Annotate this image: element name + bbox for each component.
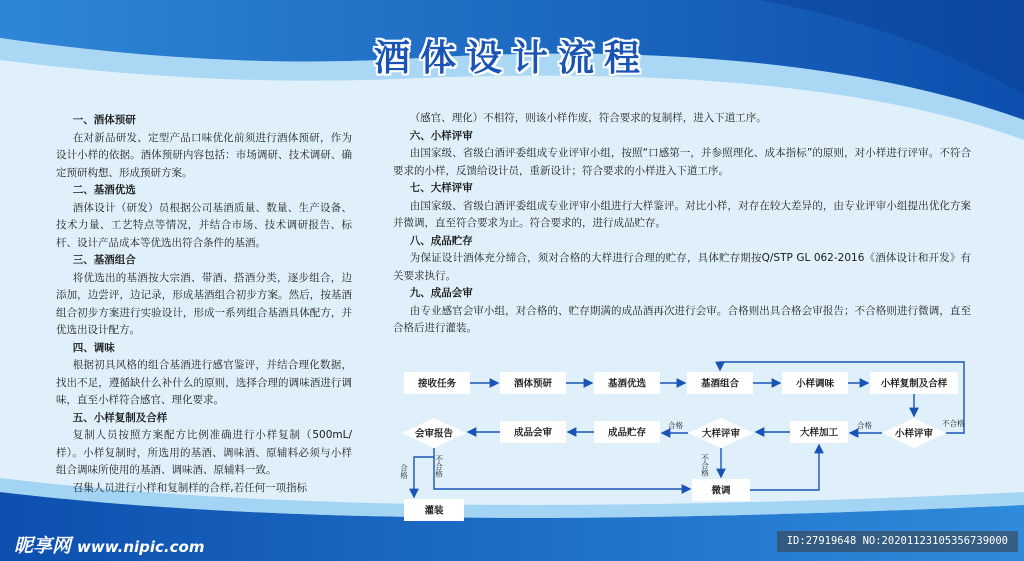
section-paragraph: 由国家级、省级白酒评委组成专业评审小组进行大样鉴评。对比小样，对存在较大差异的，由专业评审小组提出优化方案并微调，直至符合要求为止。符合要求的，进行成品贮存。 [393, 199, 971, 229]
flow-node-label: 成品会审 [513, 427, 553, 439]
section-paragraph: 复制人员按照方案配方比例准确进行小样复制（500mL/样）。小样复制时，所选用的基酒、调味酒、原辅料必须与小样组合调味所使用的基酒、调味酒、原辅料一致。 [56, 429, 352, 476]
flow-node-label: 灌装 [424, 505, 444, 517]
flow-node-label: 小样调味 [795, 378, 835, 390]
flow-node-label: 小样复制及合样 [880, 378, 948, 390]
section-heading: 二、基酒优选 [72, 184, 136, 196]
section-heading: 一、酒体预研 [72, 114, 136, 126]
flow-node-label: 会审报告 [414, 428, 454, 440]
section-paragraph: 在对新品研发、定型产品口味优化前须进行酒体预研，作为设计小样的依据。酒体预研内容包括：市场调研、技术调研、确定预研构想、形成预研方案。 [56, 131, 352, 179]
section-heading: 七、大样评审 [409, 182, 473, 194]
section-paragraph: 由专业感官会审小组，对合格的、贮存期满的成品酒再次进行会审。合格则出具合格会审报告；不合格则进行微调，直至合格后进行灌装。 [393, 304, 971, 334]
section-heading: 八、成品贮存 [409, 234, 473, 247]
section-paragraph: 由国家级、省级白酒评委组成专业评审小组，按照“口感第一，并参照理化、成本指标”的原则，对小样进行评审。不符合要求的小样，反馈给设计员，重新设计；符合要求的小样进入下道工序。 [393, 147, 971, 177]
flow-edge-label: 不合格 [700, 454, 710, 477]
flow-node-label: 小样评审 [894, 428, 934, 440]
section-paragraph: 酒体设计（研发）员根据公司基酒质量、数量、生产设备、技术力量、工艺特点等情况，并结合市场、技术调研报告、标杆、设计产品成本等优选出符合条件的基酒。 [56, 201, 352, 249]
flow-node-label: 基酒组合 [700, 378, 740, 390]
section-paragraph: 将优选出的基酒按大宗酒、带酒、搭酒分类，逐步组合，边添加，边尝评，边记录，形成基酒组合初步方案。然后，按基酒组合初步方案进行实验设计，形成一系列组合基酒具体配方，并优选出设计配方。 [56, 271, 352, 336]
flow-node-label: 接收任务 [417, 378, 457, 390]
watermark-id: ID:27919648 NO:20201123105356739000 [777, 531, 1018, 552]
page-title: 酒体设计流程 [373, 38, 650, 79]
section-heading: 三、基酒组合 [72, 254, 136, 266]
flow-node-label: 微调 [711, 485, 731, 497]
flowchart [392, 356, 982, 526]
section-heading: 九、成品会审 [409, 287, 473, 299]
flow-node-label: 大样评审 [701, 428, 741, 440]
section-heading: 六、小样评审 [409, 129, 473, 142]
section-paragraph: 召集人员进行小样和复制样的合样,若任何一项指标 [72, 481, 308, 494]
section-heading: 五、小样复制及合样 [72, 411, 168, 424]
flow-edge-label: 不合格 [942, 419, 965, 428]
section-paragraph: （感官、理化）不相符，则该小样作废，符合要求的复制样，进入下道工序。 [409, 112, 767, 124]
flow-arrow [434, 457, 690, 489]
flow-edge-label: 不合格 [434, 455, 444, 478]
flow-arrow [414, 448, 434, 497]
flow-node-label: 酒体预研 [513, 378, 553, 390]
flow-edge-label: 合格 [857, 421, 872, 430]
flow-node-label: 基酒优选 [607, 378, 647, 390]
flow-node-label: 成品贮存 [607, 427, 647, 439]
flow-edge-label: 合格 [668, 421, 683, 430]
flow-node-label: 大样加工 [799, 427, 839, 439]
flow-edge-label: 合格 [399, 464, 409, 479]
right-column [393, 110, 971, 338]
section-paragraph: 根据初具风格的组合基酒进行感官鉴评，并结合理化数据，找出不足，遵循缺什么补什么的原则，选择合理的调味酒进行调味，直至小样符合感官、理化要求。 [56, 359, 352, 406]
watermark-url: www.nipic.com [77, 538, 205, 556]
left-column [56, 112, 352, 497]
flow-arrow [750, 445, 819, 490]
watermark-logo-text: 昵享网 [14, 535, 72, 557]
section-paragraph: 为保证设计酒体充分缔合，须对合格的大样进行合理的贮存，具体贮存期按Q/STP GL 062-2016《酒体设计和开发》有关要求执行。 [393, 252, 971, 282]
section-heading: 四、调味 [72, 341, 115, 354]
watermark-logo [14, 531, 204, 558]
